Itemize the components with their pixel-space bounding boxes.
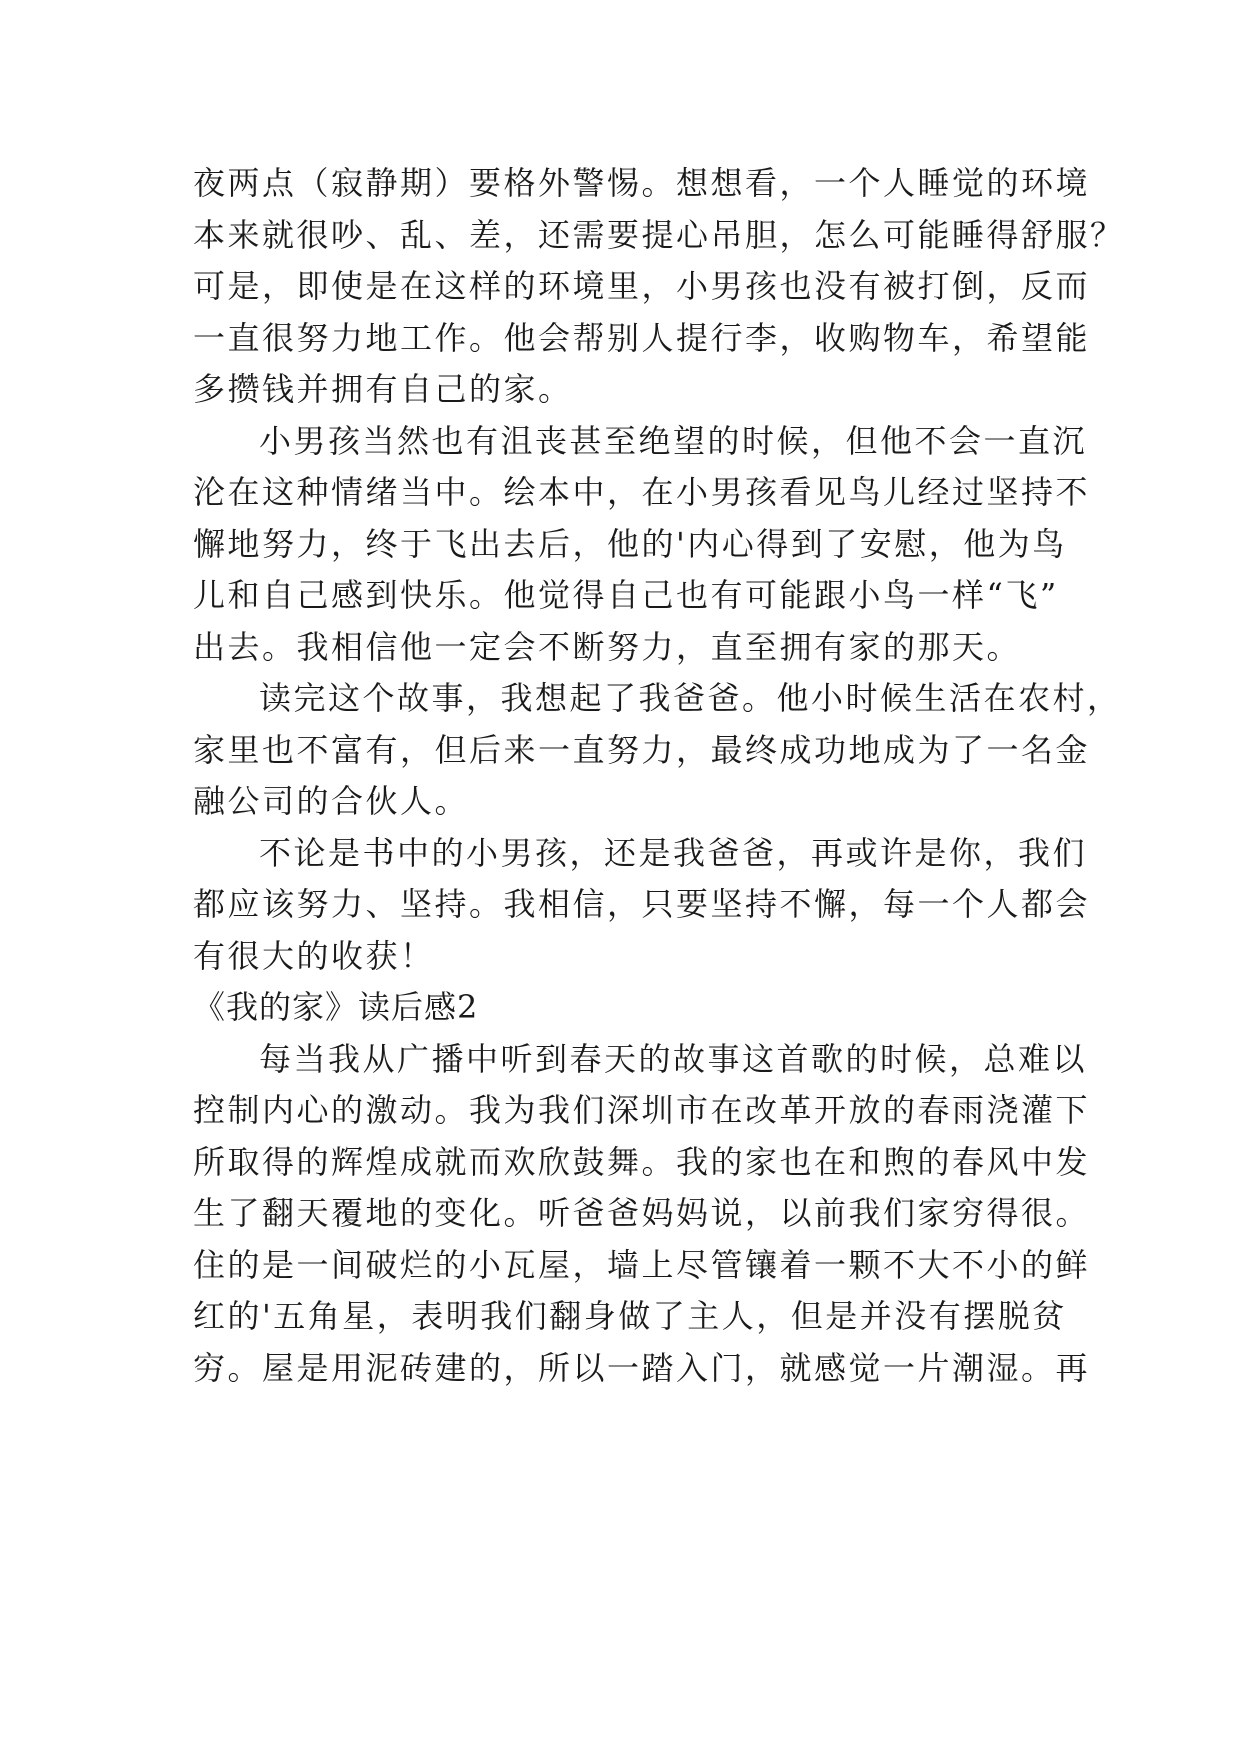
- text-line: 生了翻天覆地的变化。听爸爸妈妈说，以前我们家穷得很。: [193, 1194, 1091, 1232]
- text-line: 所取得的辉煌成就而欢欣鼓舞。我的家也在和煦的春风中发: [193, 1142, 1091, 1181]
- text-line: 多攒钱并拥有自己的家。: [193, 370, 573, 408]
- text-line: 住的是一间破烂的小瓦屋，墙上尽管镶着一颗不大不小的鲜: [193, 1245, 1091, 1284]
- text-line: 出去。我相信他一定会不断努力，直至拥有家的那天。: [193, 627, 1022, 666]
- text-line: 有很大的收获！: [193, 936, 435, 975]
- text-line: 夜两点（寂静期）要格外警惕。想想看，一个人睡觉的环境: [193, 164, 1091, 202]
- text-line: 本来就很吵、乱、差，还需要提心吊胆，怎么可能睡得舒服？: [193, 215, 1125, 254]
- paragraph-first-line: 读完这个故事，我想起了我爸爸。他小时候生活在农村，: [259, 679, 1122, 717]
- text-line: 都应该努力、坚持。我相信，只要坚持不懈，每一个人都会: [193, 885, 1091, 923]
- text-line: 可是，即使是在这样的环境里，小男孩也没有被打倒，反而: [193, 267, 1091, 305]
- document-body: [193, 158, 1125, 1394]
- text-line: 沦在这种情绪当中。绘本中，在小男孩看见鸟儿经过坚持不: [193, 473, 1091, 511]
- text-line: 融公司的合伙人。: [193, 782, 470, 820]
- paragraph-first-line: 不论是书中的小男孩，还是我爸爸，再或许是你，我们: [259, 833, 1088, 872]
- text-line: 一直很努力地工作。他会帮别人提行李，收购物车，希望能: [193, 318, 1091, 357]
- section-title: 《我的家》读后感2: [193, 988, 479, 1026]
- text-line: 家里也不富有，但后来一直努力，最终成功地成为了一名金: [193, 730, 1091, 769]
- text-line: 控制内心的激动。我为我们深圳市在改革开放的春雨浇灌下: [193, 1091, 1091, 1129]
- text-line: 穷。屋是用泥砖建的，所以一踏入门，就感觉一片潮湿。再: [193, 1348, 1091, 1387]
- text-line: 懈地努力，终于飞出去后，他的'内心得到了安慰，他为鸟: [193, 524, 1067, 563]
- paragraph-first-line: 每当我从广播中听到春天的故事这首歌的时候，总难以: [259, 1039, 1088, 1078]
- paragraph-first-line: 小男孩当然也有沮丧甚至绝望的时候，但他不会一直沉: [259, 421, 1088, 460]
- text-line: 红的'五角星，表明我们翻身做了主人，但是并没有摆脱贫: [193, 1297, 1067, 1335]
- text-line: 儿和自己感到快乐。他觉得自己也有可能跟小鸟一样“飞”: [193, 576, 1059, 614]
